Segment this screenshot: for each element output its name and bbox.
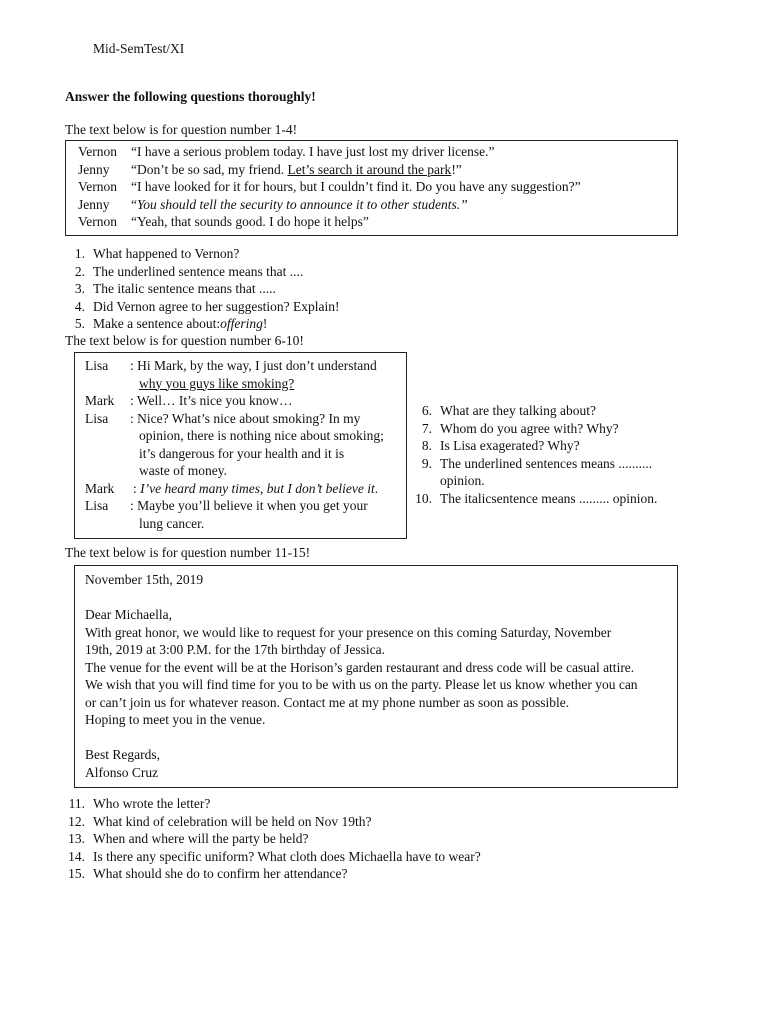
question-text: Is there any specific uniform? What cloth does Michaella have to wear? (93, 848, 481, 864)
dialogue-text: opinion, there is nothing nice about smoking; (139, 428, 384, 443)
question-item (404, 455, 657, 490)
letter-body-line: The venue for the event will be at the Horison’s garden restaurant and dress code will be casual attire. (85, 659, 635, 675)
section2-intro: The text below is for question number 6-10! (65, 333, 304, 348)
question-item (404, 490, 657, 508)
speaker-name: Lisa (85, 410, 109, 426)
dialogue-text: : Nice? What’s nice about smoking? In my (130, 410, 361, 426)
underlined-sentence: Let’s search it around the park (287, 161, 452, 177)
question-number: 3. (74, 281, 85, 296)
dialogue-text-pre: “ (131, 196, 137, 212)
speaker-name: Jenny (78, 161, 110, 177)
dialogue-text (131, 196, 468, 214)
letter-closing: Best Regards, (85, 747, 160, 762)
question-item (57, 848, 481, 866)
dialogue-text: : Maybe you’ll believe it when you get your (130, 498, 368, 513)
question-text: The underlined sentence means that .... (93, 263, 304, 279)
question-number: 12. (68, 813, 85, 829)
dialogue-line (78, 178, 677, 196)
question-text: When and where will the party be held? (93, 831, 309, 846)
dialogue-box-2 (74, 352, 407, 539)
letter-body-line: With great honor, we would like to request for your presence on this coming Saturday, November (85, 624, 612, 640)
letter-signature: Alfonso Cruz (85, 764, 159, 780)
question-number: 7. (421, 420, 432, 436)
dialogue-text-pre: “Don’t be so sad, my friend. (131, 161, 288, 177)
question-item (57, 245, 339, 263)
question-list-3 (57, 795, 481, 883)
question-italic: offering (220, 316, 263, 331)
dialogue-text: : Well… It’s nice you know… (130, 393, 293, 408)
letter-date: November 15th, 2019 (85, 572, 204, 587)
question-text: What happened to Vernon? (93, 246, 240, 261)
question-text: What are they talking about? (440, 403, 596, 418)
speaker-name: Mark (85, 393, 115, 408)
italic-sentence: I’ve heard many times, but I don’t believe it (140, 480, 375, 496)
question-item (57, 280, 339, 298)
dialogue-line (78, 196, 677, 214)
question-number: 8. (421, 438, 432, 453)
question-item (404, 437, 657, 455)
question-text: What kind of celebration will be held on Nov 19th? (93, 813, 372, 829)
question-text (93, 315, 267, 333)
letter-body-line: Hoping to meet you in the venue. (85, 712, 266, 727)
question-item (404, 420, 657, 438)
dialogue-line (78, 143, 677, 161)
question-number: 13. (68, 831, 85, 846)
instruction-heading: Answer the following questions thoroughly! (65, 89, 316, 104)
speaker-name: Mark (85, 480, 115, 496)
letter-box (74, 565, 678, 788)
question-item (57, 865, 481, 883)
question-number: 1. (74, 246, 85, 261)
question-number: 14. (68, 848, 85, 864)
question-item (57, 813, 481, 831)
document-header: Mid-SemTest/XI (93, 41, 185, 56)
question-text-line2: opinion. (440, 473, 485, 488)
dialogue-line (85, 392, 406, 410)
dialogue-text (133, 480, 378, 498)
question-text: What should she do to confirm her attendance? (93, 866, 348, 881)
question-text (440, 455, 652, 490)
dialogue-line (85, 445, 406, 463)
question-number: 2. (74, 263, 85, 279)
question-text-line1: The underlined sentences means .......... (440, 455, 653, 471)
question-list-1 (57, 245, 339, 333)
question-text: The italicsentence means ......... opinion. (440, 490, 658, 506)
question-number: 9. (421, 455, 432, 471)
dialogue-line (78, 213, 677, 231)
dialogue-text: : Hi Mark, by the way, I just don’t understand (130, 358, 377, 373)
dialogue-text: “I have looked for it for hours, but I couldn’t find it. Do you have any suggestion?” (131, 179, 581, 194)
letter-greeting: Dear Michaella, (85, 607, 172, 622)
question-number: 6. (421, 403, 432, 418)
question-text: Did Vernon agree to her suggestion? Explain! (93, 298, 340, 314)
question-list-2 (404, 402, 657, 507)
question-text: Is Lisa exagerated? Why? (440, 438, 580, 453)
dialogue-line (85, 462, 406, 480)
question-number: 10. (415, 490, 432, 506)
letter-body-line: 19th, 2019 at 3:00 P.M. for the 17th birthday of Jessica. (85, 642, 385, 657)
speaker-name: Lisa (85, 358, 109, 373)
question-text: Whom do you agree with? Why? (440, 420, 619, 436)
speaker-name: Lisa (85, 498, 109, 513)
question-item (57, 263, 339, 281)
question-number: 11. (68, 796, 85, 811)
question-number: 4. (74, 298, 85, 314)
question-text-post: ! (262, 316, 268, 331)
question-item (404, 402, 657, 420)
question-item (57, 298, 339, 316)
dialogue-colon: : (133, 480, 141, 496)
dialogue-text (131, 161, 462, 179)
dialogue-line (85, 480, 406, 498)
question-text: Who wrote the letter? (93, 796, 211, 811)
dialogue-text: waste of money. (139, 463, 227, 478)
dialogue-line (85, 515, 406, 533)
dialogue-line (85, 357, 406, 375)
dialogue-line (85, 427, 406, 445)
question-item (57, 830, 481, 848)
underlined-sentence: why you guys like smoking? (139, 375, 295, 391)
question-item (57, 315, 339, 333)
question-text-pre: Make a sentence about: (93, 316, 221, 331)
dialogue-line (85, 410, 406, 428)
speaker-name: Vernon (78, 179, 117, 194)
italic-sentence: You should tell the security to announce it to other students.” (137, 196, 468, 212)
question-item (57, 795, 481, 813)
section3-intro: The text below is for question number 11-15! (65, 545, 311, 560)
speaker-name: Jenny (78, 196, 110, 212)
dialogue-line (85, 375, 406, 393)
section1-intro: The text below is for question number 1-4! (65, 122, 298, 137)
dialogue-text: lung cancer. (139, 515, 205, 531)
question-number: 15. (68, 866, 85, 881)
question-number: 5. (74, 316, 85, 331)
dialogue-box-1 (65, 140, 678, 236)
dialogue-text-post: !” (451, 161, 462, 177)
question-text: The italic sentence means that ..... (93, 281, 276, 296)
dialogue-line (85, 497, 406, 515)
dialogue-line (78, 161, 677, 179)
dialogue-text: it’s dangerous for your health and it is (139, 445, 345, 461)
letter-body-line: or can’t join us for whatever reason. Contact me at my phone number as soon as possible. (85, 694, 570, 710)
dialogue-text: “I have a serious problem today. I have just lost my driver license.” (131, 144, 495, 159)
letter-body-line: We wish that you will find time for you to be with us on the party. Please let us know whether you can (85, 677, 638, 692)
dialogue-text: “Yeah, that sounds good. I do hope it helps” (131, 214, 369, 229)
speaker-name: Vernon (78, 144, 117, 159)
speaker-name: Vernon (78, 214, 117, 229)
dialogue-period: . (374, 480, 379, 496)
